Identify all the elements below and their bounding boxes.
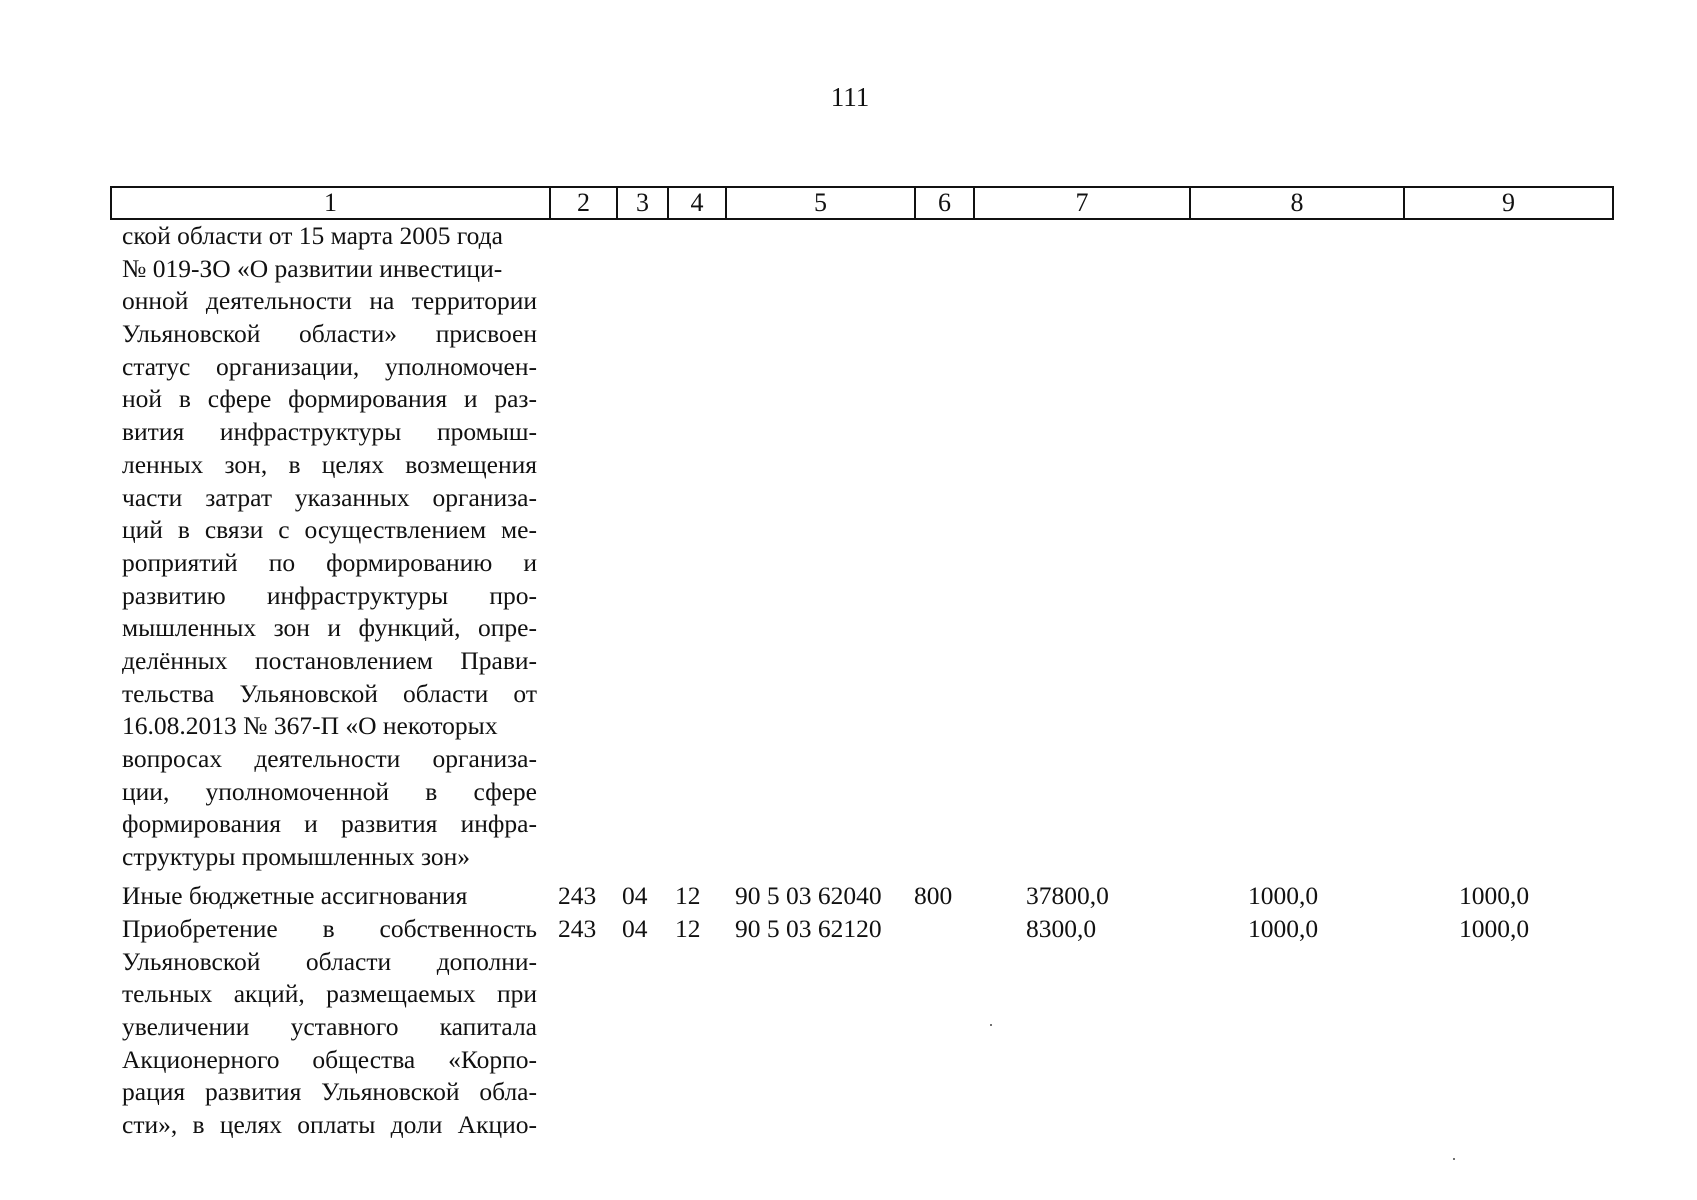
text-line: ций в связи с осуществлением ме- xyxy=(122,515,537,545)
row-2-col-4: 12 xyxy=(675,914,701,943)
text-line: Ульяновской области дополни- xyxy=(122,946,537,976)
text-line: увеличении уставного капитала xyxy=(122,1012,537,1042)
column-header-row xyxy=(111,187,1613,219)
row-1-col-6: 800 xyxy=(914,881,953,910)
column-header-9: 9 xyxy=(1404,187,1613,219)
row-2-col-3: 04 xyxy=(622,914,648,943)
column-header-4: 4 xyxy=(668,187,726,219)
text-line: развитию инфраструктуры про- xyxy=(122,580,537,610)
scan-speck xyxy=(990,1024,992,1026)
row-2-col-8: 1000,0 xyxy=(1248,914,1319,943)
column-header-8: 8 xyxy=(1190,187,1404,219)
text-line: ции, уполномоченной в сфере xyxy=(122,776,537,806)
column-header-6: 6 xyxy=(915,187,974,219)
text-line: статус организации, уполномочен- xyxy=(122,351,537,381)
text-line: тельных акций, размещаемых при xyxy=(122,979,537,1009)
column-header-2: 2 xyxy=(550,187,617,219)
scan-speck xyxy=(1453,1158,1455,1160)
row-2-col-7: 8300,0 xyxy=(1026,914,1097,943)
text-line: делённых постановлением Прави- xyxy=(122,645,537,675)
text-line: ной в сфере формирования и раз- xyxy=(122,384,537,414)
row-1-col-9: 1000,0 xyxy=(1459,881,1530,910)
text-line: ленных зон, в целях возмещения xyxy=(122,449,537,479)
text-line: Приобретение в собственность xyxy=(122,914,537,943)
text-line: формирования и развития инфра- xyxy=(122,809,537,839)
text-line: вопросах деятельности организа- xyxy=(122,744,537,773)
column-header-5: 5 xyxy=(726,187,915,219)
text-line: № 019-ЗО «О развитии инвестици- xyxy=(122,253,503,283)
column-header-3: 3 xyxy=(617,187,668,219)
row-2-col-5: 90 5 03 62120 xyxy=(735,914,882,943)
row-1-col-4: 12 xyxy=(675,881,701,910)
text-line: ской области от 15 марта 2005 года xyxy=(122,221,503,250)
column-header-7: 7 xyxy=(974,187,1190,219)
table-row xyxy=(0,880,1697,913)
continued-description xyxy=(122,220,537,874)
text-line: роприятий по формированию и xyxy=(122,547,537,577)
row-1-col-5: 90 5 03 62040 xyxy=(735,881,882,910)
text-line: части затрат указанных организа- xyxy=(122,482,537,512)
page-number: 111 xyxy=(830,82,870,112)
text-line: рация развития Ульяновской обла- xyxy=(122,1077,537,1107)
row-1-col-8: 1000,0 xyxy=(1248,881,1319,910)
row-2-name xyxy=(122,913,537,1142)
text-line: Ульяновской области» присвоен xyxy=(122,319,537,349)
row-1-col-3: 04 xyxy=(622,881,648,910)
text-line: мышленных зон и функций, опре- xyxy=(122,613,537,643)
row-2-col-2: 243 xyxy=(558,914,597,943)
row-1-col-7: 37800,0 xyxy=(1026,881,1109,910)
row-1-col-2: 243 xyxy=(558,881,597,910)
text-line: сти», в целях оплаты доли Акцио- xyxy=(122,1110,537,1140)
text-line: структуры промышленных зон» xyxy=(122,842,471,872)
column-header-table xyxy=(110,186,1614,220)
text-line: вития инфраструктуры промыш- xyxy=(122,417,537,447)
text-line: Иные бюджетные ассигнования xyxy=(122,881,468,910)
row-2-col-9: 1000,0 xyxy=(1459,914,1530,943)
text-line: онной деятельности на территории xyxy=(122,286,537,316)
table-row xyxy=(0,913,1697,946)
text-line: 16.08.2013 № 367-П «О некоторых xyxy=(122,711,498,741)
text-line: тельства Ульяновской области от xyxy=(122,678,537,708)
text-line: Акционерного общества «Корпо- xyxy=(122,1044,537,1074)
column-header-1: 1 xyxy=(111,187,550,219)
